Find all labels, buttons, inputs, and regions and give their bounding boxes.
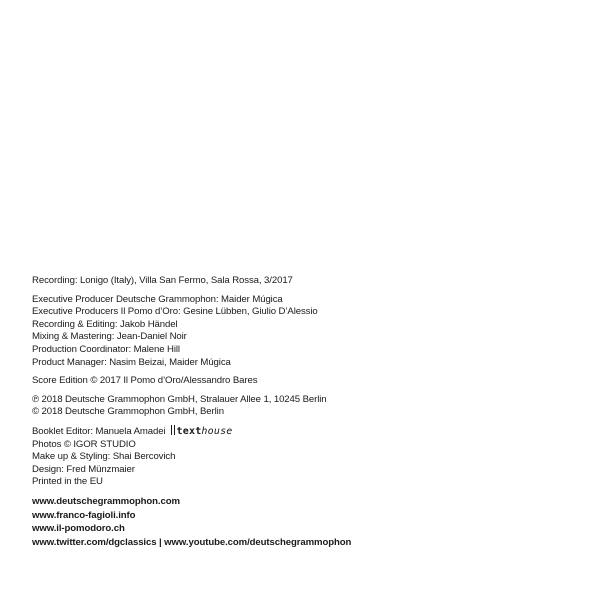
booklet-editor-text: Booklet Editor: Manuela Amadei	[32, 425, 166, 437]
producer-line: Executive Producers Il Pomo d’Oro: Gesine Lübben, Giulio D’Alessio	[32, 306, 318, 318]
staff-line: Printed in the EU	[32, 476, 103, 488]
recording-line: Recording: Lonigo (Italy), Villa San Fermo, Sala Rossa, 3/2017	[32, 275, 293, 286]
credits-block	[32, 275, 351, 549]
staff-section	[32, 425, 351, 489]
producers-section	[32, 294, 351, 370]
recording-section	[32, 275, 351, 288]
website-link[interactable]: www.il-pomodoro.ch	[32, 523, 125, 535]
producer-line: Executive Producer Deutsche Grammophon: Maider Múgica	[32, 293, 283, 305]
website-link[interactable]: www.franco-fagioli.info	[32, 509, 136, 521]
copyright-section	[32, 394, 351, 419]
producer-line: Product Manager: Nasim Beizai, Maider Múgica	[32, 356, 231, 368]
links-section	[32, 495, 351, 549]
producer-line: Mixing & Mastering: Jean-Daniel Noir	[32, 331, 187, 343]
copyright-line: © 2018 Deutsche Grammophon GmbH, Berlin	[32, 406, 224, 418]
social-links[interactable]: www.twitter.com/dgclassics | www.youtube.com/deutschegrammophon	[32, 536, 352, 548]
texthouse-mark-icon	[171, 425, 175, 435]
staff-line: Make up & Styling: Shai Bercovich	[32, 451, 176, 463]
copyright-line: ℗ 2018 Deutsche Grammophon GmbH, Stralauer Allee 1, 10245 Berlin	[32, 393, 327, 405]
staff-line: Photos © IGOR STUDIO	[32, 438, 136, 450]
texthouse-logo: texthouse	[176, 425, 233, 437]
score-edition-line: Score Edition © 2017 Il Pomo d’Oro/Alessandro Bares	[32, 375, 258, 387]
producer-line: Recording & Editing: Jakob Händel	[32, 318, 178, 330]
booklet-editor-line	[32, 425, 351, 439]
score-edition-section	[32, 375, 351, 388]
producer-line: Production Coordinator: Malene Hill	[32, 343, 180, 355]
staff-line: Design: Fred Münzmaier	[32, 463, 135, 475]
website-link[interactable]: www.deutschegrammophon.com	[32, 495, 180, 507]
